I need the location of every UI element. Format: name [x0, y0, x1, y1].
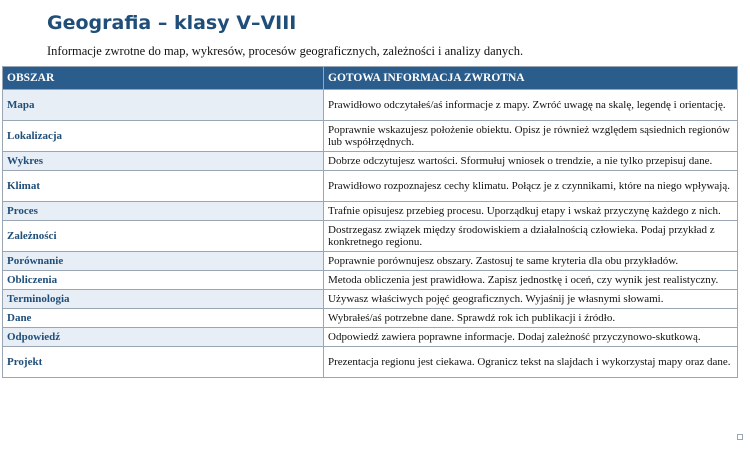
feedback-cell: Prezentacja regionu jest ciekawa. Ogranicz tekst na slajdach i wykorzystaj mapy oraz dane. — [324, 347, 738, 378]
table-row — [3, 271, 738, 290]
feedback-cell: Metoda obliczenia jest prawidłowa. Zapisz jednostkę i oceń, czy wynik jest realistyczny. — [324, 271, 738, 290]
feedback-cell: Prawidłowo odczytałeś/aś informacje z mapy. Zwróć uwagę na skalę, legendę i orientację. — [324, 90, 738, 121]
feedback-cell: Poprawnie wskazujesz położenie obiektu. Opisz je również względem sąsiednich regionów lub współrzędnych. — [324, 121, 738, 152]
feedback-cell: Używasz właściwych pojęć geograficznych. Wyjaśnij je własnymi słowami. — [324, 290, 738, 309]
area-cell: Odpowiedź — [3, 328, 324, 347]
table-row — [3, 152, 738, 171]
area-cell: Dane — [3, 309, 324, 328]
table-row — [3, 202, 738, 221]
area-cell: Obliczenia — [3, 271, 324, 290]
table-row — [3, 328, 738, 347]
column-header-area: OBSZAR — [3, 67, 324, 90]
table-row — [3, 252, 738, 271]
feedback-cell: Prawidłowo rozpoznajesz cechy klimatu. Połącz je z czynnikami, które na niego wpływają. — [324, 171, 738, 202]
area-cell: Porównanie — [3, 252, 324, 271]
area-cell: Klimat — [3, 171, 324, 202]
document-title: Geografia – klasy V–VIII — [47, 12, 297, 34]
feedback-table — [2, 66, 738, 378]
area-cell: Mapa — [3, 90, 324, 121]
feedback-cell: Odpowiedź zawiera poprawne informacje. Dodaj zależność przyczynowo-skutkową. — [324, 328, 738, 347]
area-cell: Zależności — [3, 221, 324, 252]
table-row — [3, 121, 738, 152]
feedback-cell: Dobrze odczytujesz wartości. Sformułuj wniosek o trendzie, a nie tylko przepisuj dane. — [324, 152, 738, 171]
column-header-feedback: GOTOWA INFORMACJA ZWROTNA — [324, 67, 738, 90]
table-row — [3, 347, 738, 378]
table-row — [3, 171, 738, 202]
table-row — [3, 90, 738, 121]
area-cell: Wykres — [3, 152, 324, 171]
document-subtitle: Informacje zwrotne do map, wykresów, procesów geograficznych, zależności i analizy danych. — [47, 44, 524, 58]
area-cell: Projekt — [3, 347, 324, 378]
area-cell: Proces — [3, 202, 324, 221]
feedback-cell: Poprawnie porównujesz obszary. Zastosuj te same kryteria dla obu przykładów. — [324, 252, 738, 271]
table-row — [3, 221, 738, 252]
table-row — [3, 309, 738, 328]
feedback-cell: Wybrałeś/aś potrzebne dane. Sprawdź rok ich publikacji i źródło. — [324, 309, 738, 328]
area-cell: Lokalizacja — [3, 121, 324, 152]
feedback-cell: Dostrzegasz związek między środowiskiem a działalnością człowieka. Podaj przykład z konkretnego regionu. — [324, 221, 738, 252]
table-row — [3, 290, 738, 309]
feedback-cell: Trafnie opisujesz przebieg procesu. Uporządkuj etapy i wskaż przyczynę każdego z nich. — [324, 202, 738, 221]
area-cell: Terminologia — [3, 290, 324, 309]
table-header-row — [3, 67, 738, 90]
end-of-table-mark — [737, 434, 743, 440]
